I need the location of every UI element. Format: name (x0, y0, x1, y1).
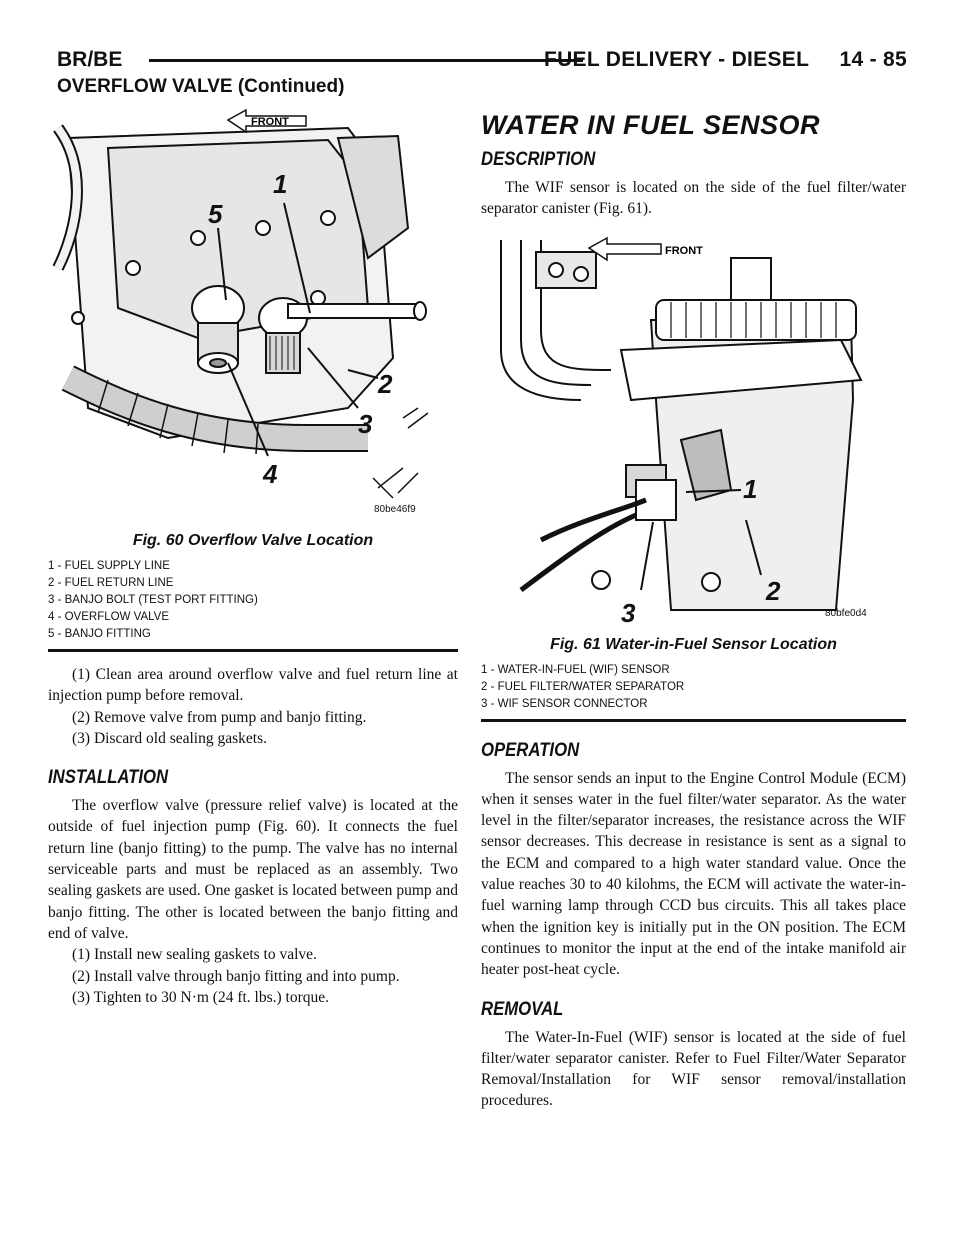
installation-step-3: (3) Tighten to 30 N·m (24 ft. lbs.) torque. (72, 988, 330, 1006)
legend-item: 3 - WIF SENSOR CONNECTOR (481, 697, 648, 710)
installation-step-1: (1) Install new sealing gaskets to valve. (72, 946, 317, 964)
legend-item: 1 - FUEL SUPPLY LINE (48, 560, 170, 572)
figure-60 (48, 108, 458, 652)
operation-body: The sensor sends an input to the Engine Control Module (ECM) when it senses water in the fuel filter/water separator. As the water level in the filter/separator increases, the resistance across the WIF sensor decreases. This decrease in resistance is sent as a signal to the ECM and compared to a high water standard value. Once the value reaches 30 to 40 kilohms, the ECM will activate the water-in-fuel warning lamp through CCD bus circuits. This all takes place when the ignition key is initially put in the ON position. The ECM continues to monitor the input at the end of the intake manifold air heater post-heat cycle. (481, 769, 906, 979)
legend-item: 2 - FUEL FILTER/WATER SEPARATOR (481, 680, 685, 693)
fig60-callout-3: 3 (358, 409, 373, 439)
description-heading: DESCRIPTION (481, 149, 596, 170)
fig61-code: 80bfe0d4 (825, 607, 867, 619)
right-column (481, 108, 906, 1112)
legend-item: 4 - OVERFLOW VALVE (48, 611, 169, 623)
removal-body: The Water-In-Fuel (WIF) sensor is located at the side of fuel filter/water separator canister. Refer to Fuel Filter/Water Separator Removal/Installation for WIF sensor removal/installation procedures. (481, 1028, 906, 1110)
header-model: BR/BE (57, 48, 123, 71)
operation-heading: OPERATION (481, 739, 580, 761)
fig60-code: 80be46f9 (374, 504, 416, 515)
fig61-title: Fig. 61 Water-in-Fuel Sensor Location (550, 635, 837, 653)
removal-step-2: (2) Remove valve from pump and banjo fitting. (72, 708, 367, 726)
continued-heading: OVERFLOW VALVE (Continued) (57, 76, 345, 97)
fig61-callout-1: 1 (743, 473, 758, 504)
removal-step-1: (1) Clean area around overflow valve and fuel return line at injection pump before removal. (48, 666, 458, 705)
legend-item: 1 - WATER-IN-FUEL (WIF) SENSOR (481, 663, 670, 676)
installation-step-2: (2) Install valve through banjo fitting and into pump. (72, 967, 400, 985)
installation-body: The overflow valve (pressure relief valve) is located at the outside of fuel injection pump (Fig. 60). It connects the fuel return line (banjo fitting) to the pump. The valve has no internal serviceable parts and must be replaced as an assembly. Two sealing gaskets are used. One gasket is located between pump and banjo fitting. The other is located between the banjo fitting and end of valve. (48, 797, 458, 942)
fig60-legend (48, 558, 458, 643)
wif-sensor-illustration (481, 230, 906, 630)
header-section-page: FUEL DELIVERY - DIESEL 14 - 85 (543, 48, 907, 71)
legend-item: 2 - FUEL RETURN LINE (48, 577, 174, 589)
removal-step-3: (3) Discard old sealing gaskets. (72, 729, 267, 747)
fig61-legend (481, 662, 906, 713)
fig60-front-label: FRONT (251, 116, 289, 128)
legend-item: 5 - BANJO FITTING (48, 628, 151, 640)
fig60-callout-4: 4 (263, 459, 278, 489)
left-column (48, 108, 458, 1008)
overflow-valve-illustration (48, 108, 458, 526)
figure-61 (481, 230, 906, 722)
fig61-callout-3: 3 (621, 597, 636, 628)
fig61-callout-2: 2 (766, 575, 781, 606)
header-rule (149, 59, 583, 62)
legend-item: 3 - BANJO BOLT (TEST PORT FITTING) (48, 594, 258, 606)
fig60-callout-5: 5 (208, 199, 223, 229)
removal-heading: REMOVAL (481, 998, 564, 1020)
installation-heading: INSTALLATION (48, 767, 169, 789)
fig60-title: Fig. 60 Overflow Valve Location (132, 532, 374, 549)
fig60-callout-2: 2 (378, 369, 393, 399)
fig60-callout-1: 1 (273, 169, 288, 199)
fig61-front-label: FRONT (665, 244, 703, 257)
description-body: The WIF sensor is located on the side of the fuel filter/water separator canister (Fig. 61). (481, 179, 906, 218)
wif-heading: WATER IN FUEL SENSOR (481, 110, 821, 140)
